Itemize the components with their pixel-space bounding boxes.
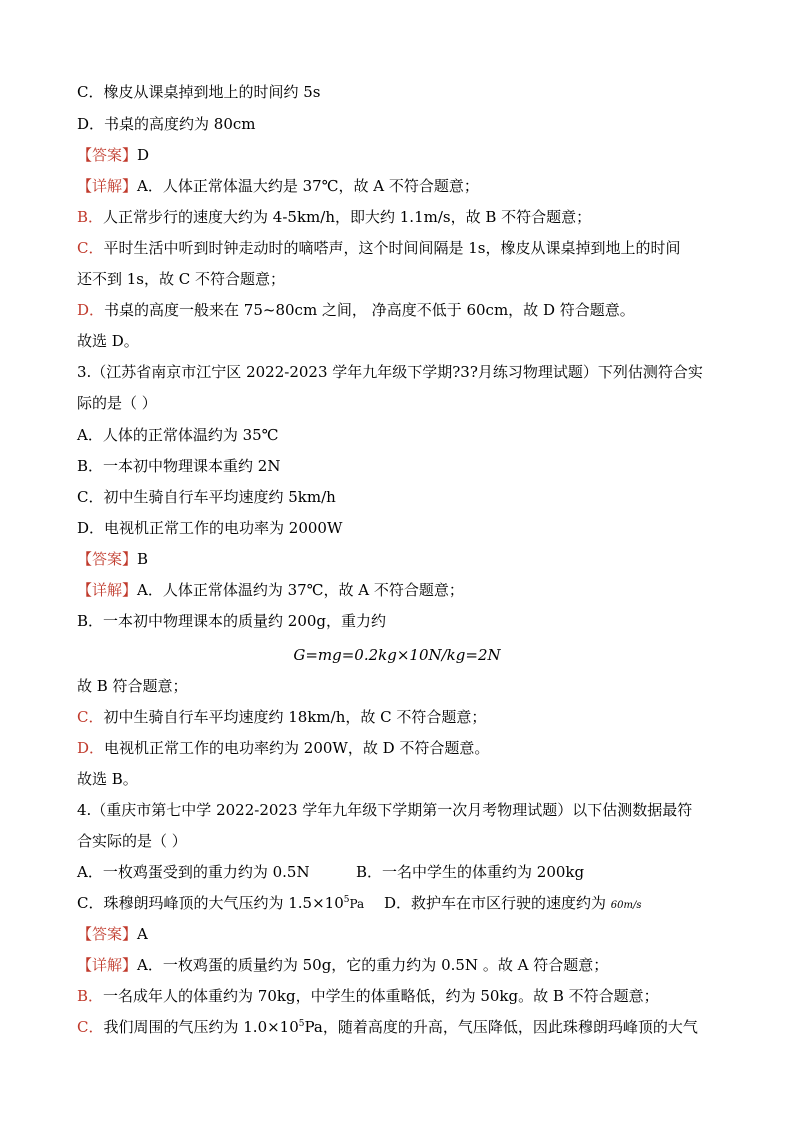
q3-choice: 故选 B。 [77, 770, 138, 788]
q3-option-b: B．一本初中物理课本重约 2N [77, 457, 281, 475]
explanation-b-line: B．人正常步行的速度大约为 4-5km/h，即大约 1.1m/s，故 B 不符合题意； [77, 208, 592, 226]
answer-line: 【答案】D [77, 146, 150, 164]
explanation-c-line: C．平时生活中听到时钟走动时的嘀嗒声，这个时间间隔是 1s，橡皮从课桌掉到地上的时间 [77, 239, 681, 257]
question-3-title: 3.（江苏省南京市江宁区 2022-2023 学年九年级下学期?3?月练习物理试题）下列估测符合实 [77, 363, 703, 381]
q4-explanation-a: 【详解】A．一枚鸡蛋的质量约为 50g，它的重力约为 0.5N 。故 A 符合题意； [77, 956, 609, 974]
question-4-title-cont: 合实际的是（ ） [77, 832, 187, 850]
q3-explanation-b-cont: 故 B 符合题意； [77, 677, 188, 695]
q3-explanation-c: C．初中生骑自行车平均速度约 18km/h，故 C 不符合题意； [77, 708, 487, 726]
q4-explanation-c: C．我们周围的气压约为 $1.0\times 10^5Pa$，随着高度的升高，气压降低，因此珠穆朗玛峰顶的大气 [77, 1018, 698, 1036]
q4-options-row-1 [77, 862, 734, 882]
q3-explanation-d: D．电视机正常工作的电功率约为 200W，故 D 不符合题意。 [77, 739, 490, 757]
q3-answer: 【答案】B [77, 550, 149, 568]
q3-option-c: C．初中生骑自行车平均速度约 5km/h [77, 488, 336, 506]
q3-formula: G=mg=0.2kg×10N/kg=2N [293, 646, 501, 664]
q4-explanation-b: B．一名成年人的体重约为 70kg，中学生的体重略低，约为 50kg。故 B 不符合题意； [77, 987, 659, 1005]
explanation-a-line: 【详解】A．人体正常体温大约是 37℃，故 A 不符合题意； [77, 177, 479, 195]
q4-answer: 【答案】A [77, 925, 148, 943]
option-c-line: C．橡皮从课桌掉到地上的时间约 5s [77, 83, 321, 101]
explanation-d-line: D．书桌的高度一般来在 75~80cm 之间， 净高度不低于 60cm，故 D 符合题意。 [77, 301, 635, 319]
q4-option-a: A．一枚鸡蛋受到的重力约为 0.5N [77, 863, 310, 881]
q3-explanation-b: B．一本初中物理课本的质量约 200g，重力约 [77, 612, 387, 630]
q3-option-d: D．电视机正常工作的电功率为 2000W [77, 519, 343, 537]
option-d-line: D．书桌的高度约为 80cm [77, 115, 256, 133]
question-3-title-cont: 际的是（ ） [77, 394, 157, 412]
q4-option-c: C．珠穆朗玛峰顶的大气压约为 $1.5\times 10^5Pa$ [77, 894, 365, 912]
explanation-c-cont-line: 还不到 1s，故 C 不符合题意； [77, 270, 286, 288]
q3-option-a: A．人体的正常体温约为 35℃ [77, 426, 279, 444]
q3-explanation-a: 【详解】A．人体正常体温约为 37℃，故 A 不符合题意； [77, 581, 464, 599]
choice-line: 故选 D。 [77, 332, 139, 350]
question-4-title: 4.（重庆市第七中学 2022-2023 学年九年级下学期第一次月考物理试题）以下估测数据最符 [77, 801, 693, 819]
q4-options-row-2 [77, 893, 734, 914]
q4-option-b: B．一名中学生的体重约为 200kg [356, 863, 585, 881]
q4-option-d: D．救护车在市区行驶的速度约为 60m/s [384, 894, 642, 912]
